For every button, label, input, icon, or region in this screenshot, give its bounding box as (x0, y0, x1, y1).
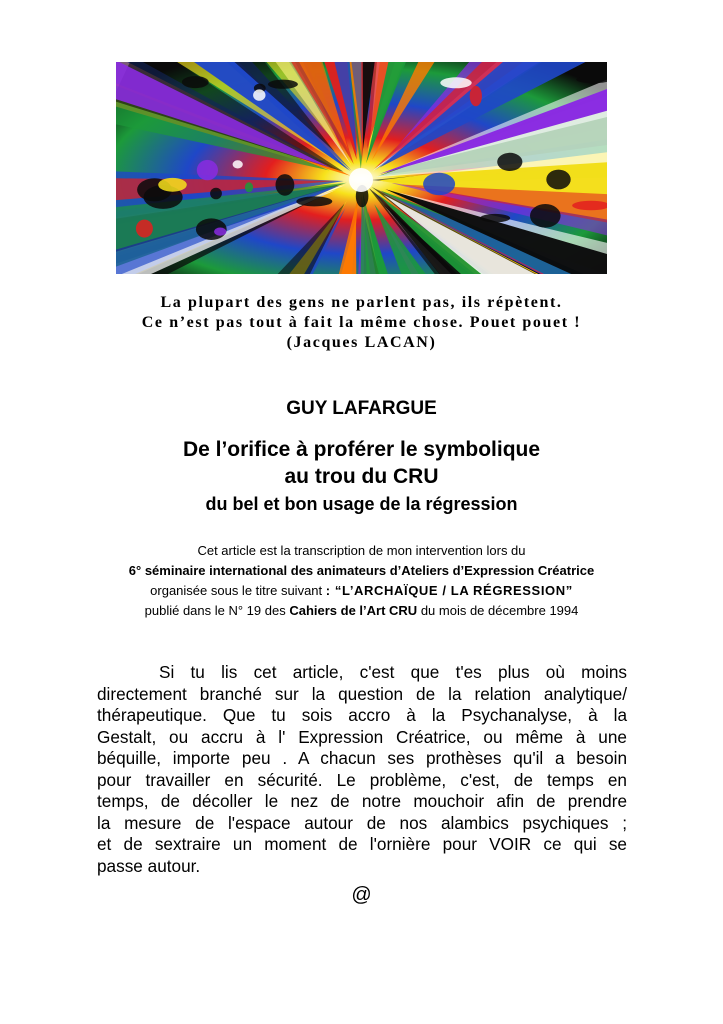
article-title (0, 436, 723, 490)
separator-symbol: @ (351, 884, 372, 906)
body-line: directement branché sur la question de la relation analytique/ (97, 683, 627, 704)
body-line: temps, de décoller le nez de notre mouchoir afin de prendre (97, 791, 627, 811)
body-line: thérapeutique. Que tu sois accro à la Psychanalyse, à la (97, 705, 627, 725)
body-line: pour travailler en sécurité. Le problème, c'est, de temps en (97, 769, 627, 790)
paint-splash (470, 86, 482, 107)
seminar-theme: : “L’ARCHAÏQUE / LA RÉGRESSION” (325, 583, 573, 598)
body-line: béquille, importe peu . A chacun ses prothèses qu'il a besoin (97, 748, 627, 768)
note-line-4: publié dans le N° 19 des Cahiers de l’Art CRU du mois de décembre 1994 (144, 603, 579, 618)
paint-splash (440, 77, 471, 88)
paint-splash (136, 220, 153, 238)
paint-splash (497, 153, 522, 171)
burst-center (349, 168, 373, 192)
paint-splash (182, 76, 209, 88)
body-line: passe autour. (97, 855, 201, 876)
note-line-2 (0, 561, 723, 581)
header-artwork-image (116, 62, 607, 274)
body-line: Gestalt, ou accru à l' Expression Créatrice, ou même à une (97, 726, 627, 747)
body-line: Si tu lis cet article, c'est que t'es plus où moins (159, 662, 627, 682)
paint-splash (214, 228, 226, 236)
article-subtitle: du bel et bon usage de la régression (205, 494, 518, 514)
title-line-1: De l’orifice à proférer le symbolique (182, 438, 541, 461)
paint-splash (268, 80, 298, 89)
paint-splash (530, 204, 561, 228)
paint-splash (253, 89, 265, 100)
body-line: la mesure de l'espace autour de nos alambics psychiques ; (97, 812, 627, 833)
note-line-1: Cet article est la transcription de mon intervention lors du (197, 543, 526, 558)
paint-splash (546, 170, 570, 190)
article-body-paragraph (97, 662, 627, 877)
note-line-3: organisée sous le titre suivant : “L’ARCHAÏQUE / LA RÉGRESSION” (150, 583, 573, 598)
paint-splash (480, 214, 510, 222)
paint-splash (158, 178, 187, 192)
publication-note (0, 541, 723, 621)
seminar-name: 6° séminaire international des animateurs d’Ateliers d’Expression Créatrice (128, 563, 595, 578)
author-name: GUY LAFARGUE (286, 398, 437, 419)
journal-name: Cahiers de l’Art CRU (289, 603, 418, 618)
paint-splash (245, 182, 253, 192)
paint-splash (197, 160, 218, 180)
quote-line-2: Ce n’est pas tout à fait la même chose. Pouet pouet ! (141, 314, 582, 331)
quote-attribution: (Jacques LACAN) (286, 334, 437, 351)
color-burst-icon (116, 62, 607, 274)
paint-splash (210, 188, 222, 200)
epigraph-quote (0, 293, 723, 353)
paint-splash (296, 196, 332, 206)
paint-splash (423, 173, 455, 195)
body-line: et de sextraire un moment de l'ornière pour VOIR ce qui se (97, 834, 627, 854)
title-line-2: au trou du CRU (284, 465, 439, 488)
quote-line-1: La plupart des gens ne parlent pas, ils répètent. (160, 294, 563, 311)
paint-splash (233, 160, 243, 168)
paint-splash (276, 174, 295, 196)
